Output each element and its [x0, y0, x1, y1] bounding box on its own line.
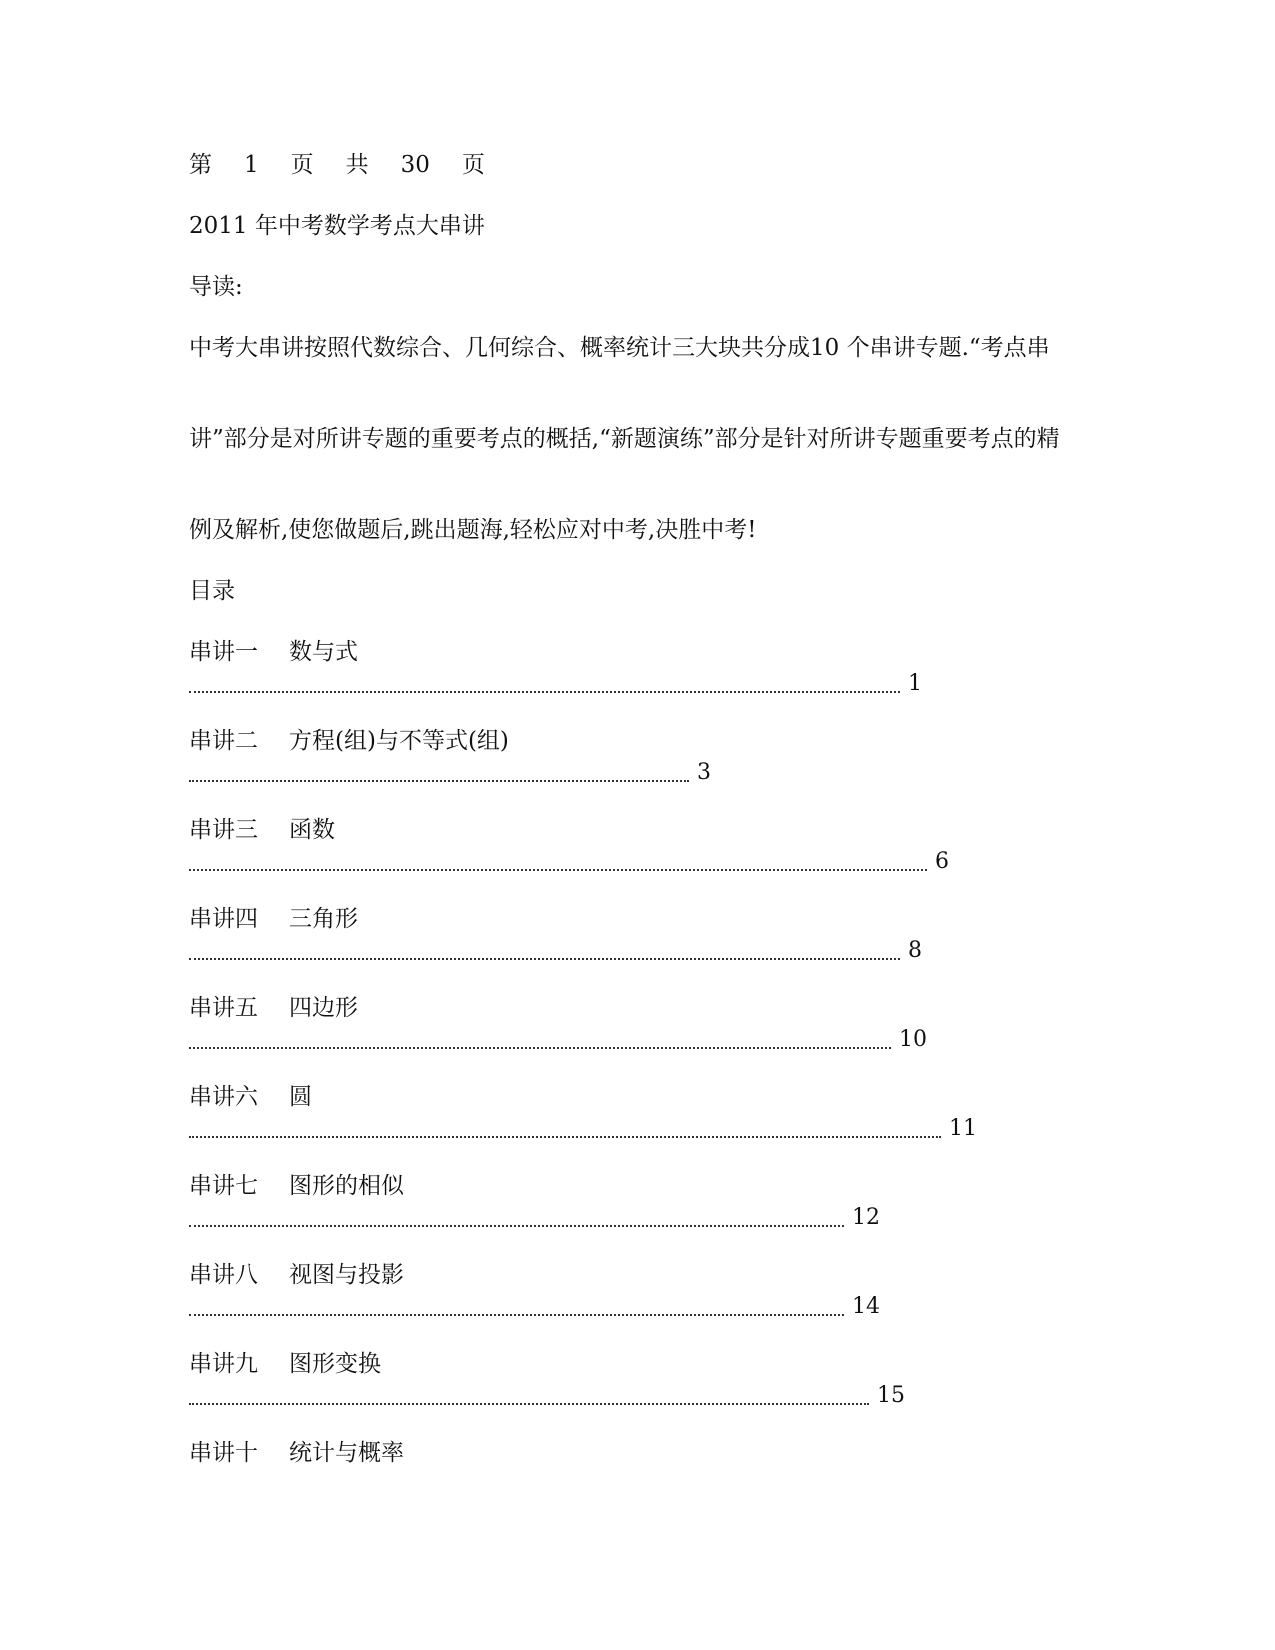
toc-entry-page-number: 10 — [899, 1027, 927, 1052]
page-counter-gong: 共 — [345, 152, 369, 178]
page-counter-ye2: 页 — [461, 152, 485, 178]
toc-entry-title — [189, 637, 1089, 668]
toc-entry-page-number: 1 — [908, 671, 922, 696]
toc-entry-number: 串讲五 — [189, 995, 258, 1021]
toc-dot-leader — [189, 677, 900, 693]
toc-entry[interactable] — [189, 726, 1089, 788]
toc-entry[interactable] — [189, 815, 1089, 877]
toc-entry-label: 图形的相似 — [289, 1173, 404, 1199]
toc-entry-leader — [189, 1202, 1089, 1233]
toc-entry-page-number: 12 — [852, 1205, 880, 1230]
toc-entry[interactable] — [189, 1438, 1089, 1469]
toc-entry-leader — [189, 935, 1089, 966]
toc-entry-number: 串讲六 — [189, 1084, 258, 1110]
toc-entry-number: 串讲七 — [189, 1173, 258, 1199]
toc-entry[interactable] — [189, 993, 1089, 1055]
toc-entry[interactable] — [189, 1349, 1089, 1411]
toc-entry-title — [189, 1438, 1089, 1469]
toc-entry-leader — [189, 1291, 1089, 1322]
toc-entry-label: 三角形 — [289, 906, 358, 932]
toc-entry-number: 串讲二 — [189, 728, 258, 754]
document-title: 2011 年中考数学考点大串讲 — [189, 213, 485, 239]
toc-dot-leader — [189, 855, 927, 871]
toc-entry-label: 方程(组)与不等式(组) — [289, 728, 509, 754]
toc-entry-page-number: 11 — [949, 1116, 977, 1141]
toc-entry-title — [189, 726, 1089, 757]
toc-dot-leader — [189, 1211, 844, 1227]
toc-entry-page-number: 14 — [852, 1294, 880, 1319]
toc-dot-leader — [189, 1033, 891, 1049]
toc-entry-number: 串讲九 — [189, 1351, 258, 1377]
toc-entry-title — [189, 993, 1089, 1024]
intro-paragraph-3: 例及解析,使您做题后,跳出题海,轻松应对中考,决胜中考! — [189, 517, 757, 543]
toc-entry-leader — [189, 1024, 1089, 1055]
toc-heading: 目录 — [189, 578, 235, 604]
toc-entry[interactable] — [189, 1082, 1089, 1144]
toc-entry-label: 四边形 — [289, 995, 358, 1021]
toc-entry[interactable] — [189, 1171, 1089, 1233]
toc-entry-number: 串讲一 — [189, 639, 258, 665]
page-counter-total: 30 — [400, 152, 430, 178]
toc-entry-label: 统计与概率 — [289, 1440, 404, 1466]
toc-entry-title — [189, 1082, 1089, 1113]
toc-entry-label: 数与式 — [289, 639, 358, 665]
toc-entry-leader — [189, 846, 1089, 877]
toc-entry-title — [189, 1349, 1089, 1380]
page-counter-ye: 页 — [290, 152, 314, 178]
toc-entry-number: 串讲八 — [189, 1262, 258, 1288]
toc-entry-label: 函数 — [289, 817, 335, 843]
toc-entry-page-number: 3 — [697, 760, 711, 785]
toc-dot-leader — [189, 1389, 869, 1405]
toc-entry-number: 串讲三 — [189, 817, 258, 843]
toc-dot-leader — [189, 944, 900, 960]
intro-paragraph-2: 讲”部分是对所讲专题的重要考点的概括,“新题演练”部分是针对所讲专题重要考点的精 — [189, 426, 1060, 452]
toc-entry-leader — [189, 1380, 1089, 1411]
toc-entry-leader — [189, 668, 1089, 699]
toc-entry-number: 串讲四 — [189, 906, 258, 932]
toc-dot-leader — [189, 1122, 941, 1138]
toc-entry[interactable] — [189, 904, 1089, 966]
toc-entry-leader — [189, 757, 1089, 788]
toc-entry-label: 圆 — [289, 1084, 312, 1110]
toc-entry[interactable] — [189, 637, 1089, 699]
toc-entry[interactable] — [189, 1260, 1089, 1322]
page-counter-di: 第 — [189, 152, 212, 178]
toc-entry-page-number: 8 — [908, 938, 922, 963]
toc-entry-title — [189, 1260, 1089, 1291]
toc-dot-leader — [189, 1300, 844, 1316]
toc-entry-title — [189, 1171, 1089, 1202]
toc-entry-leader — [189, 1113, 1089, 1144]
page-counter-current: 1 — [244, 152, 259, 178]
intro-paragraph-1: 中考大串讲按照代数综合、几何综合、概率统计三大块共分成10 个串讲专题.“考点串 — [189, 335, 1050, 361]
toc-entry-page-number: 15 — [877, 1383, 905, 1408]
page-counter — [189, 150, 485, 181]
guide-label: 导读: — [189, 274, 243, 300]
toc-entry-number: 串讲十 — [189, 1440, 258, 1466]
toc-dot-leader — [189, 766, 689, 782]
toc-entry-title — [189, 815, 1089, 846]
toc-entry-page-number: 6 — [935, 849, 949, 874]
toc-entry-label: 视图与投影 — [289, 1262, 404, 1288]
toc-entry-title — [189, 904, 1089, 935]
toc-entry-label: 图形变换 — [289, 1351, 381, 1377]
